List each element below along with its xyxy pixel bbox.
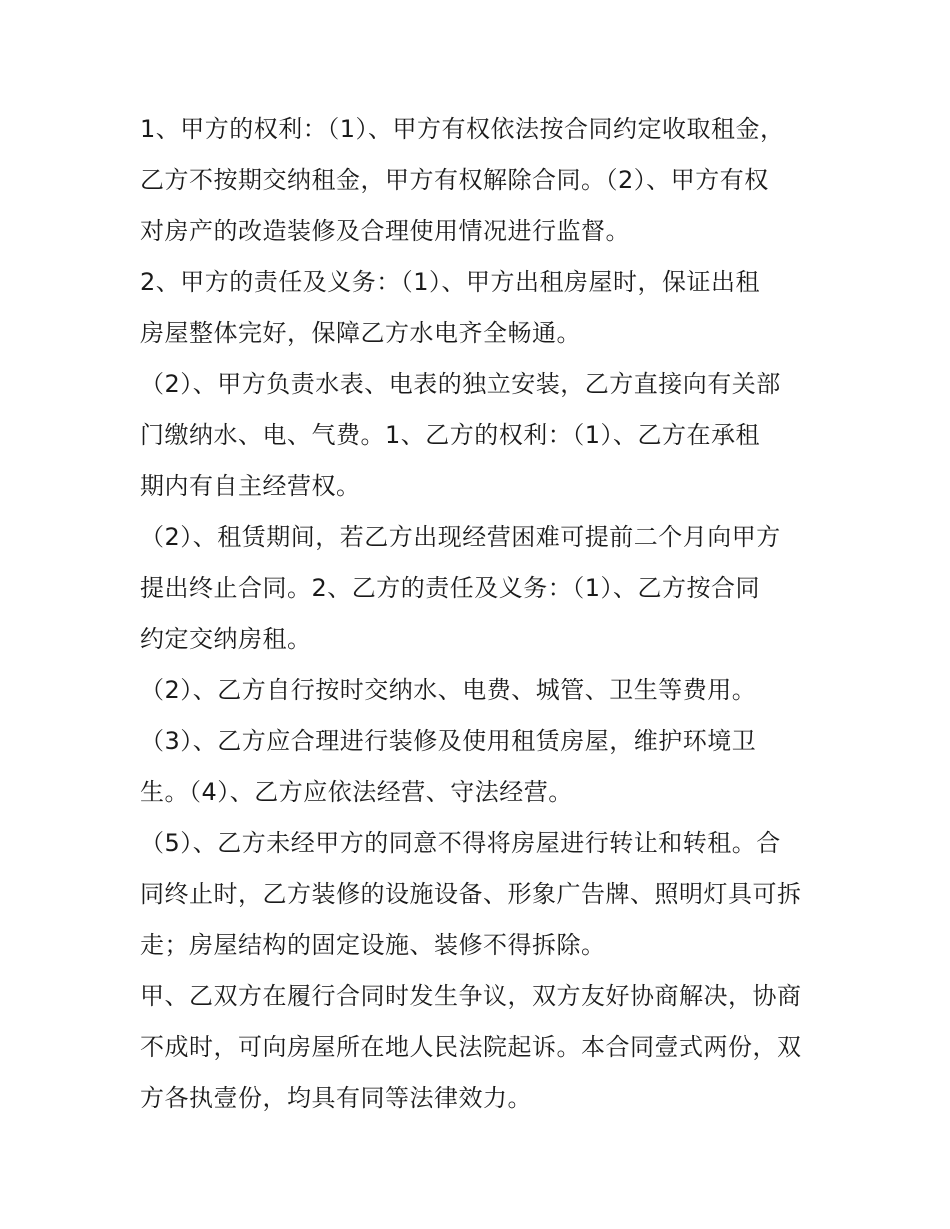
text-line: 走；房屋结构的固定设施、装修不得拆除。: [140, 931, 606, 959]
text-line: （2）、租赁期间，若乙方出现经营困难可提前二个月向甲方: [140, 523, 781, 551]
text-line: （2）、乙方自行按时交纳水、电费、城管、卫生等费用。: [140, 676, 757, 704]
text-line: 提出终止合同。2、乙方的责任及义务：（1）、乙方按合同: [140, 574, 761, 602]
text-line: （3）、乙方应合理进行装修及使用租赁房屋，维护环境卫: [140, 727, 757, 755]
contract-text: [140, 104, 830, 1124]
text-line: 方各执壹份，均具有同等法律效力。: [140, 1084, 532, 1112]
text-line: 同终止时，乙方装修的设施设备、形象广告牌、照明灯具可拆: [140, 880, 802, 908]
text-line: （2）、甲方负责水表、电表的独立安装，乙方直接向有关部: [140, 370, 781, 398]
text-line: 1、甲方的权利：（1）、甲方有权依法按合同约定收取租金，: [140, 115, 785, 143]
text-line: 乙方不按期交纳租金，甲方有权解除合同。（2）、甲方有权: [140, 166, 769, 194]
text-line: 甲、乙双方在履行合同时发生争议，双方友好协商解决，协商: [140, 982, 802, 1010]
text-line: （5）、乙方未经甲方的同意不得将房屋进行转让和转租。合: [140, 829, 781, 857]
text-line: 不成时，可向房屋所在地人民法院起诉。本合同壹式两份，双: [140, 1033, 802, 1061]
text-line: 期内有自主经营权。: [140, 472, 361, 500]
text-line: 对房产的改造装修及合理使用情况进行监督。: [140, 217, 630, 245]
text-line: 生。（4）、乙方应依法经营、守法经营。: [140, 778, 573, 806]
text-line: 2、甲方的责任及义务：（1）、甲方出租房屋时，保证出租: [140, 268, 761, 296]
text-line: 房屋整体完好，保障乙方水电齐全畅通。: [140, 319, 581, 347]
text-line: 约定交纳房租。: [140, 625, 312, 653]
text-line: 门缴纳水、电、气费。1、乙方的权利：（1）、乙方在承租: [140, 421, 761, 449]
